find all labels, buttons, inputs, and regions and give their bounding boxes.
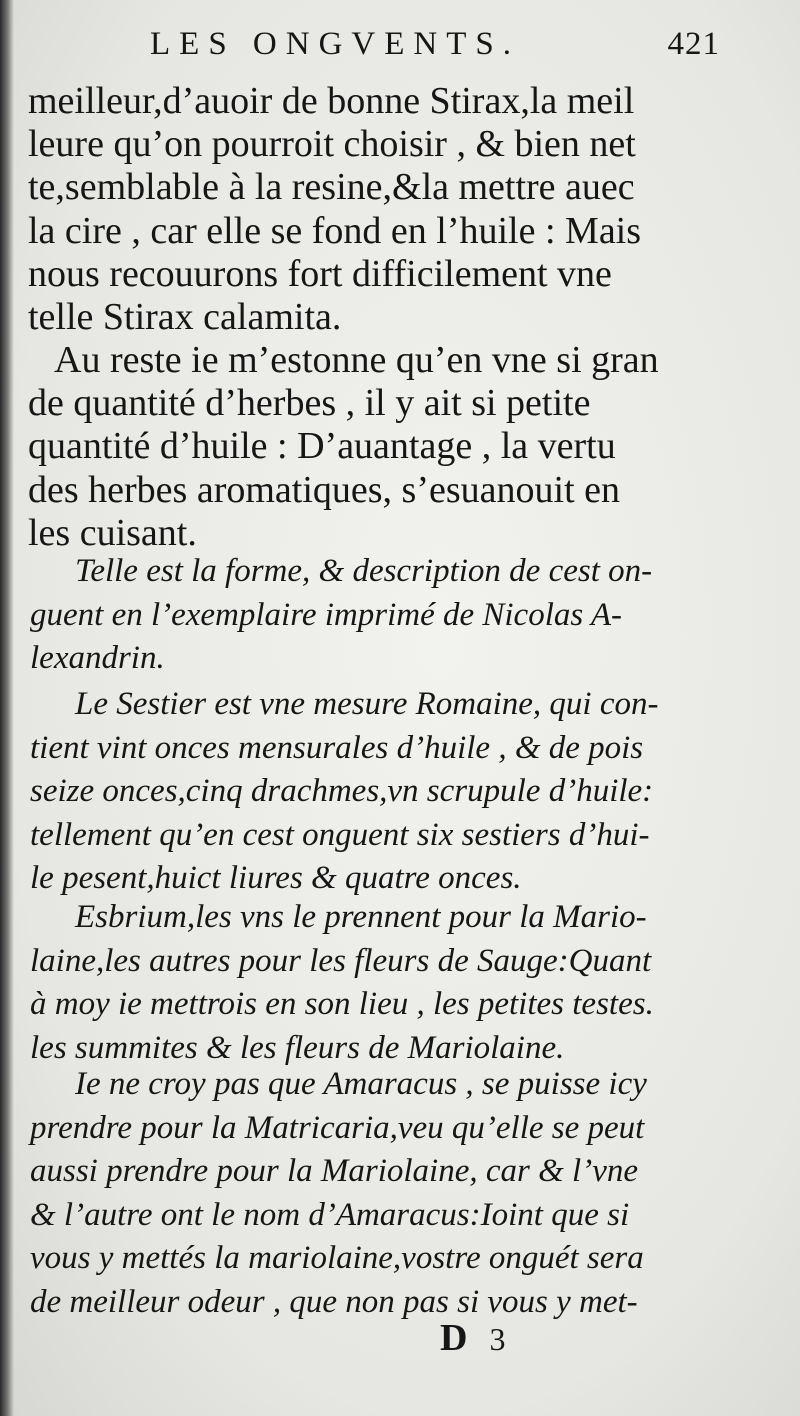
running-title: LES ONGVENTS. xyxy=(150,26,520,62)
page-number: 421 xyxy=(667,26,720,62)
text-line: Ie ne croy pas que Amaracus , se puisse icy xyxy=(75,1066,647,1102)
text-line: de meilleur odeur , que non pas si vous y met- xyxy=(30,1283,638,1320)
text-line: Au reste ie m’estonne qu’en vne si gran xyxy=(54,339,659,381)
text-line: guent en l’exemplaire imprimé de Nicolas A- xyxy=(30,596,623,633)
text-line: laine,les autres pour les fleurs de Sauge:Quant xyxy=(30,942,652,979)
text-line: prendre pour la Matricaria,veu qu’elle se peut xyxy=(30,1109,645,1146)
text-line: à moy ie mettrois en son lieu , les petites testes. xyxy=(30,986,654,1023)
text-line: des herbes aromatiques, s’esuanouit en xyxy=(28,468,620,511)
text-line: nous recouurons fort difficilement vne xyxy=(28,252,612,295)
text-line: tient vint onces mensurales d’huile , & de pois xyxy=(30,729,644,766)
text-line: quantité d’huile : D’auantage , la vertu xyxy=(28,425,616,468)
text-line: Esbrium,les vns le prennent pour la Mario- xyxy=(75,899,647,935)
text-line: de quantité d’herbes , il y ait si petite xyxy=(28,382,591,425)
signature-number: 3 xyxy=(489,1321,506,1357)
roman-paragraph-1 xyxy=(28,80,728,339)
text-line: les cuisant. xyxy=(28,511,197,554)
italic-paragraph-4 xyxy=(30,1063,740,1325)
text-line: telle Stirax calamita. xyxy=(28,295,342,338)
italic-paragraph-2 xyxy=(30,683,740,901)
italic-paragraph-1 xyxy=(30,550,740,681)
italic-paragraph-3 xyxy=(30,896,740,1070)
page-gutter-shadow xyxy=(0,0,14,1416)
text-line: le pesent,huict liures & quatre onces. xyxy=(30,860,522,897)
text-line: aussi prendre pour la Mariolaine, car & l’vne xyxy=(30,1153,638,1190)
signature-mark xyxy=(440,1316,505,1360)
roman-paragraph-2 xyxy=(28,339,728,555)
text-line: Le Sestier est vne mesure Romaine, qui con- xyxy=(75,686,659,722)
text-line: tellement qu’en cest onguent six sestiers d’hui- xyxy=(30,816,650,853)
text-line: la cire , car elle se fond en l’huile : Mais xyxy=(28,209,642,252)
running-header xyxy=(150,26,720,76)
text-line: meilleur,d’auoir de bonne Stirax,la meil xyxy=(28,80,635,122)
text-line: les summites & les fleurs de Mariolaine. xyxy=(30,1029,565,1066)
text-line: Telle est la forme, & description de cest on- xyxy=(75,553,653,589)
text-line: lexandrin. xyxy=(30,640,165,677)
text-line: & l’autre ont le nom d’Amaracus:Ioint que si xyxy=(30,1196,630,1233)
signature-letter: D xyxy=(440,1317,468,1359)
text-line: seize onces,cinq drachmes,vn scrupule d’huile: xyxy=(30,773,654,810)
text-line: te,semblable à la resine,&la mettre auec xyxy=(28,166,635,209)
text-line: leure qu’on pourroit choisir , & bien net xyxy=(28,123,636,166)
text-line: vous y mettés la mariolaine,vostre onguét sera xyxy=(30,1240,644,1277)
